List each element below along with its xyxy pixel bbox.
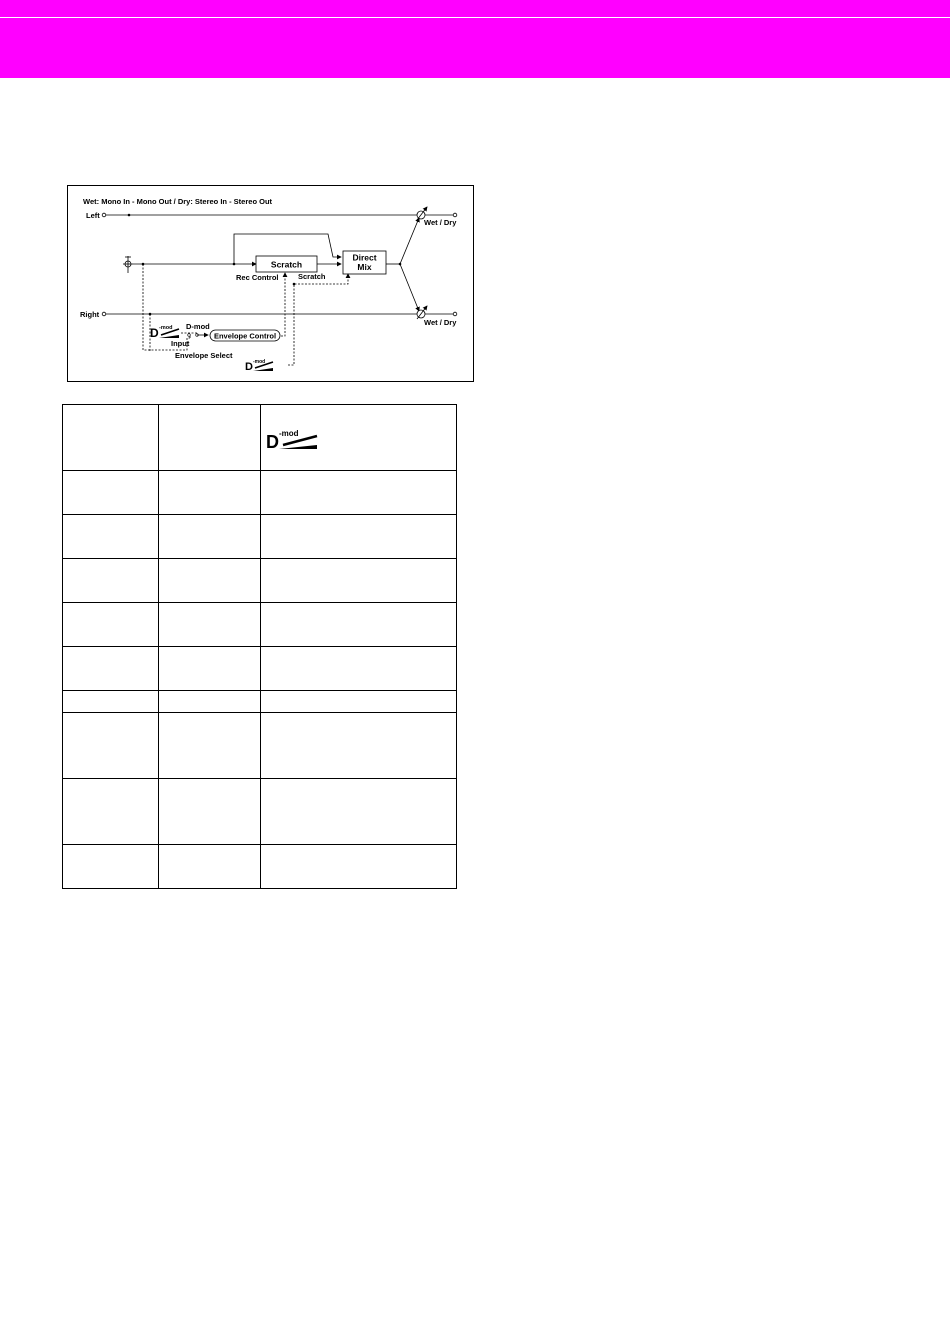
table-cell [159, 845, 261, 889]
left-dry-node [128, 214, 131, 217]
left-input-label: Left [86, 211, 100, 220]
table-cell [261, 845, 457, 889]
direct-mix-label-line1: Direct [352, 252, 377, 263]
table-cell [261, 779, 457, 845]
table-cell [63, 691, 159, 713]
wet-dry-top-label: Wet / Dry [424, 218, 457, 227]
svg-text:D: D [266, 432, 279, 452]
svg-text:D: D [150, 326, 159, 340]
table-cell [159, 647, 261, 691]
table-cell [261, 691, 457, 713]
page-header-bar [0, 0, 950, 78]
left-input-jack [102, 213, 106, 217]
parameter-table [62, 404, 457, 889]
table-cell [261, 471, 457, 515]
scratch-mod-node [293, 283, 296, 286]
svg-text:D: D [245, 361, 253, 373]
table-body [63, 471, 457, 889]
diagram-title: Wet: Mono In - Mono Out / Dry: Stereo In - Stereo Out [83, 197, 273, 206]
envelope-select-label: Envelope Select [175, 351, 233, 360]
signal-flow-diagram [67, 185, 474, 382]
right-input-jack [102, 312, 106, 316]
scratch-box-label: Scratch [270, 259, 303, 270]
table-row [63, 471, 457, 515]
table-header-row [63, 405, 457, 471]
right-input-label: Right [80, 310, 100, 319]
table-cell [261, 515, 457, 559]
input-label: Input [171, 339, 190, 348]
table-cell [63, 779, 159, 845]
table-cell [63, 405, 159, 471]
table-cell [63, 845, 159, 889]
table-cell [63, 713, 159, 779]
rec-control-label: Rec Control [236, 273, 279, 282]
table-row [63, 779, 457, 845]
table-cell [159, 471, 261, 515]
table-cell [159, 713, 261, 779]
right-output-jack [453, 312, 457, 316]
direct-mix-label-line2: Mix [357, 262, 372, 272]
table-cell [159, 405, 261, 471]
dmod-switch-a [188, 334, 191, 337]
table-row [63, 713, 457, 779]
table-cell [261, 405, 457, 471]
table-cell [159, 559, 261, 603]
header-band [0, 18, 950, 78]
wet-dry-bottom-label: Wet / Dry [424, 318, 457, 327]
table-cell [63, 647, 159, 691]
scratch-mod-label: Scratch [298, 272, 326, 281]
table-row [63, 691, 457, 713]
header-stripe [0, 0, 950, 17]
table-cell [63, 515, 159, 559]
table-cell [261, 603, 457, 647]
table-cell [261, 713, 457, 779]
table-cell [261, 647, 457, 691]
table-cell [63, 603, 159, 647]
dmod-header-icon [265, 428, 321, 452]
table-row [63, 515, 457, 559]
dmod-label: D-mod [186, 322, 210, 331]
table-cell [159, 603, 261, 647]
table-row [63, 559, 457, 603]
svg-text:-mod: -mod [159, 325, 173, 331]
svg-text:-mod: -mod [279, 429, 299, 438]
left-output-jack [453, 213, 457, 217]
table-cell [63, 559, 159, 603]
table-cell [159, 779, 261, 845]
table-cell [261, 559, 457, 603]
envelope-control-label: Envelope Control [213, 331, 277, 341]
table-row [63, 603, 457, 647]
table-row [63, 647, 457, 691]
table-row [63, 845, 457, 889]
svg-text:-mod: -mod [253, 359, 266, 365]
table-cell [159, 691, 261, 713]
table-cell [63, 471, 159, 515]
table-cell [159, 515, 261, 559]
